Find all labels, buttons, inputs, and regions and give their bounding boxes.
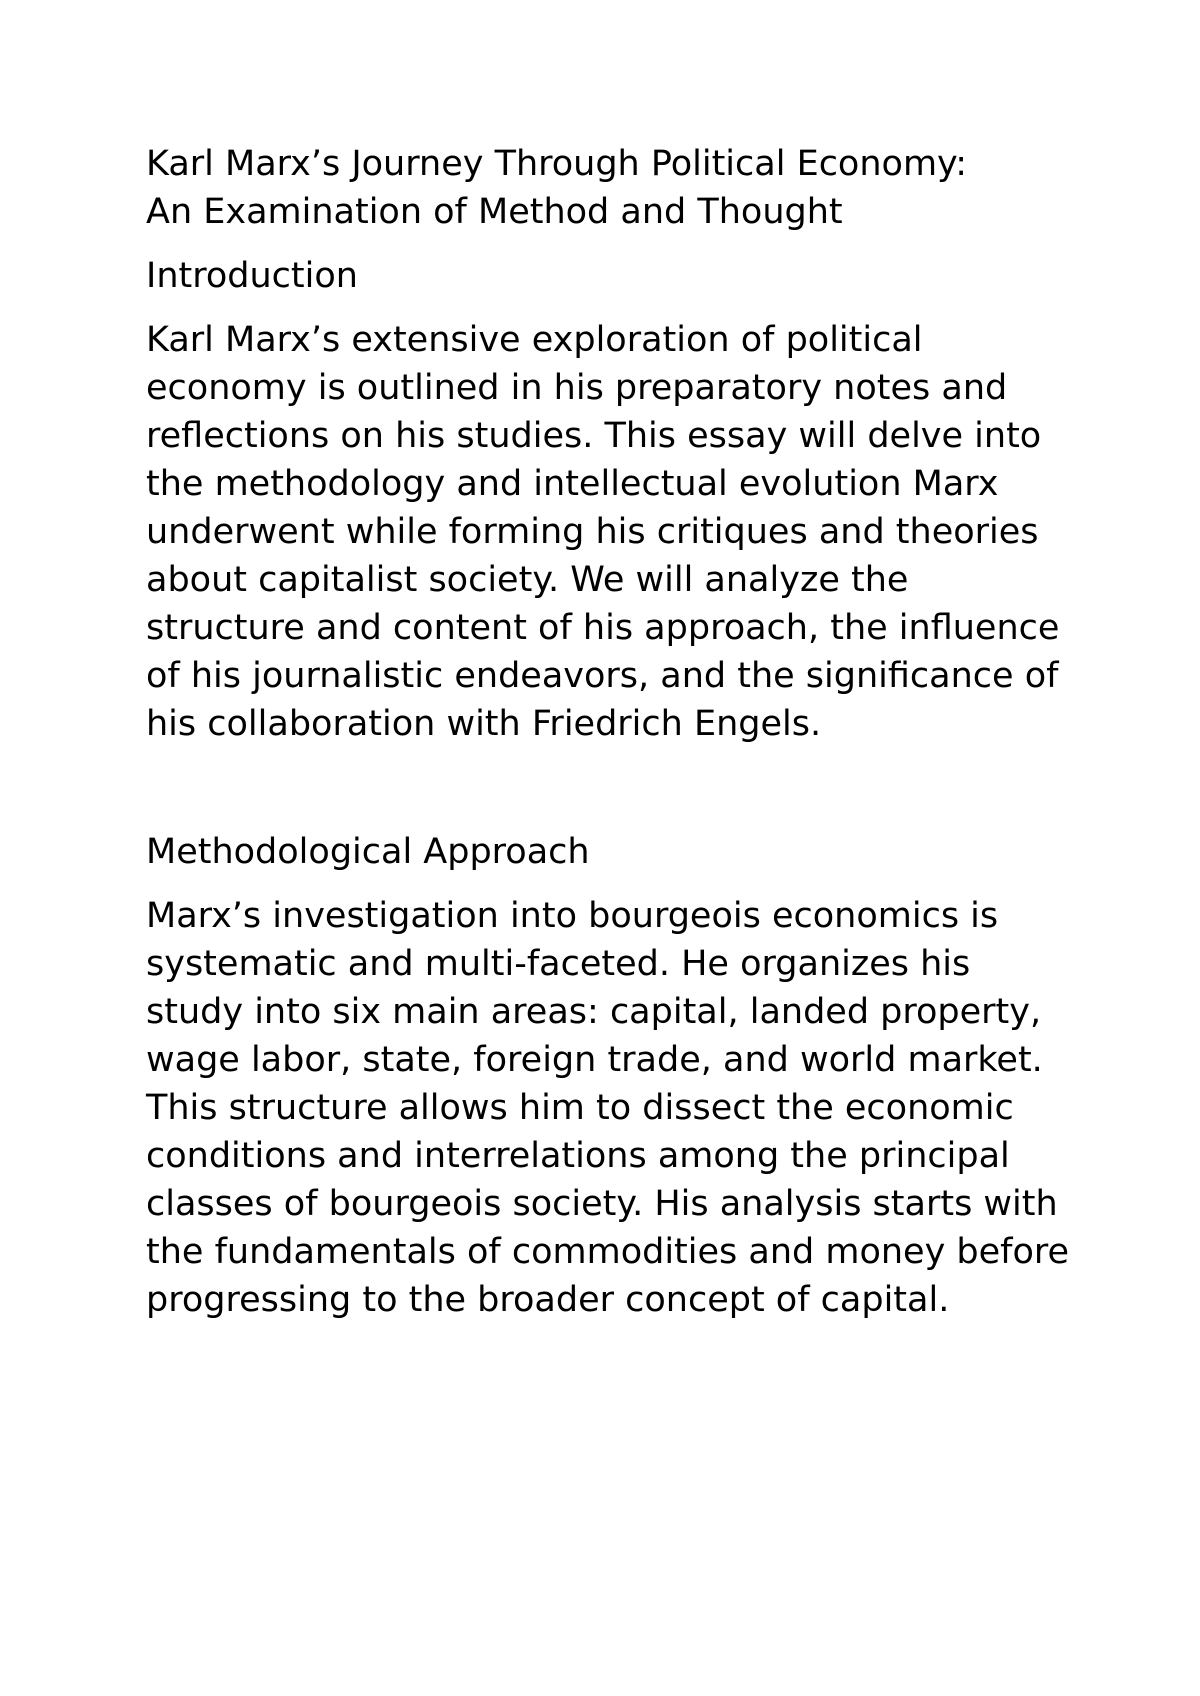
- section-paragraph-introduction: Karl Marx’s extensive exploration of political economy is outlined in his preparatory notes and reflections on his studies. This essay will delve into the methodology and intellectual evolution Marx underwent while forming his critiques and theories about capitalist society. We will analyze the structure and content of his approach, the influence of his journalistic endeavors, and the significance of his collaboration with Friedrich Engels.: [146, 320, 1060, 744]
- section-paragraph-methodological-approach: Marx’s investigation into bourgeois economics is systematic and multi-faceted. He organizes his study into six main areas: capital, landed property, wage labor, state, foreign trade, and world market. This structure allows him to dissect the economic conditions and interrelations among the principal classes of bourgeois society. His analysis starts with the fundamentals of commodities and money before progressing to the broader concept of capital.: [146, 896, 1070, 1320]
- document-title-line-2: An Examination of Method and Thought: [146, 192, 843, 232]
- document-title: [146, 140, 1076, 236]
- document-content: [146, 140, 1076, 1340]
- section-heading-introduction: Introduction: [146, 256, 358, 296]
- document-title-line-1: Karl Marx’s Journey Through Political Economy:: [146, 144, 967, 184]
- section-heading-methodological-approach: Methodological Approach: [146, 832, 590, 872]
- section-spacer: [146, 764, 1076, 828]
